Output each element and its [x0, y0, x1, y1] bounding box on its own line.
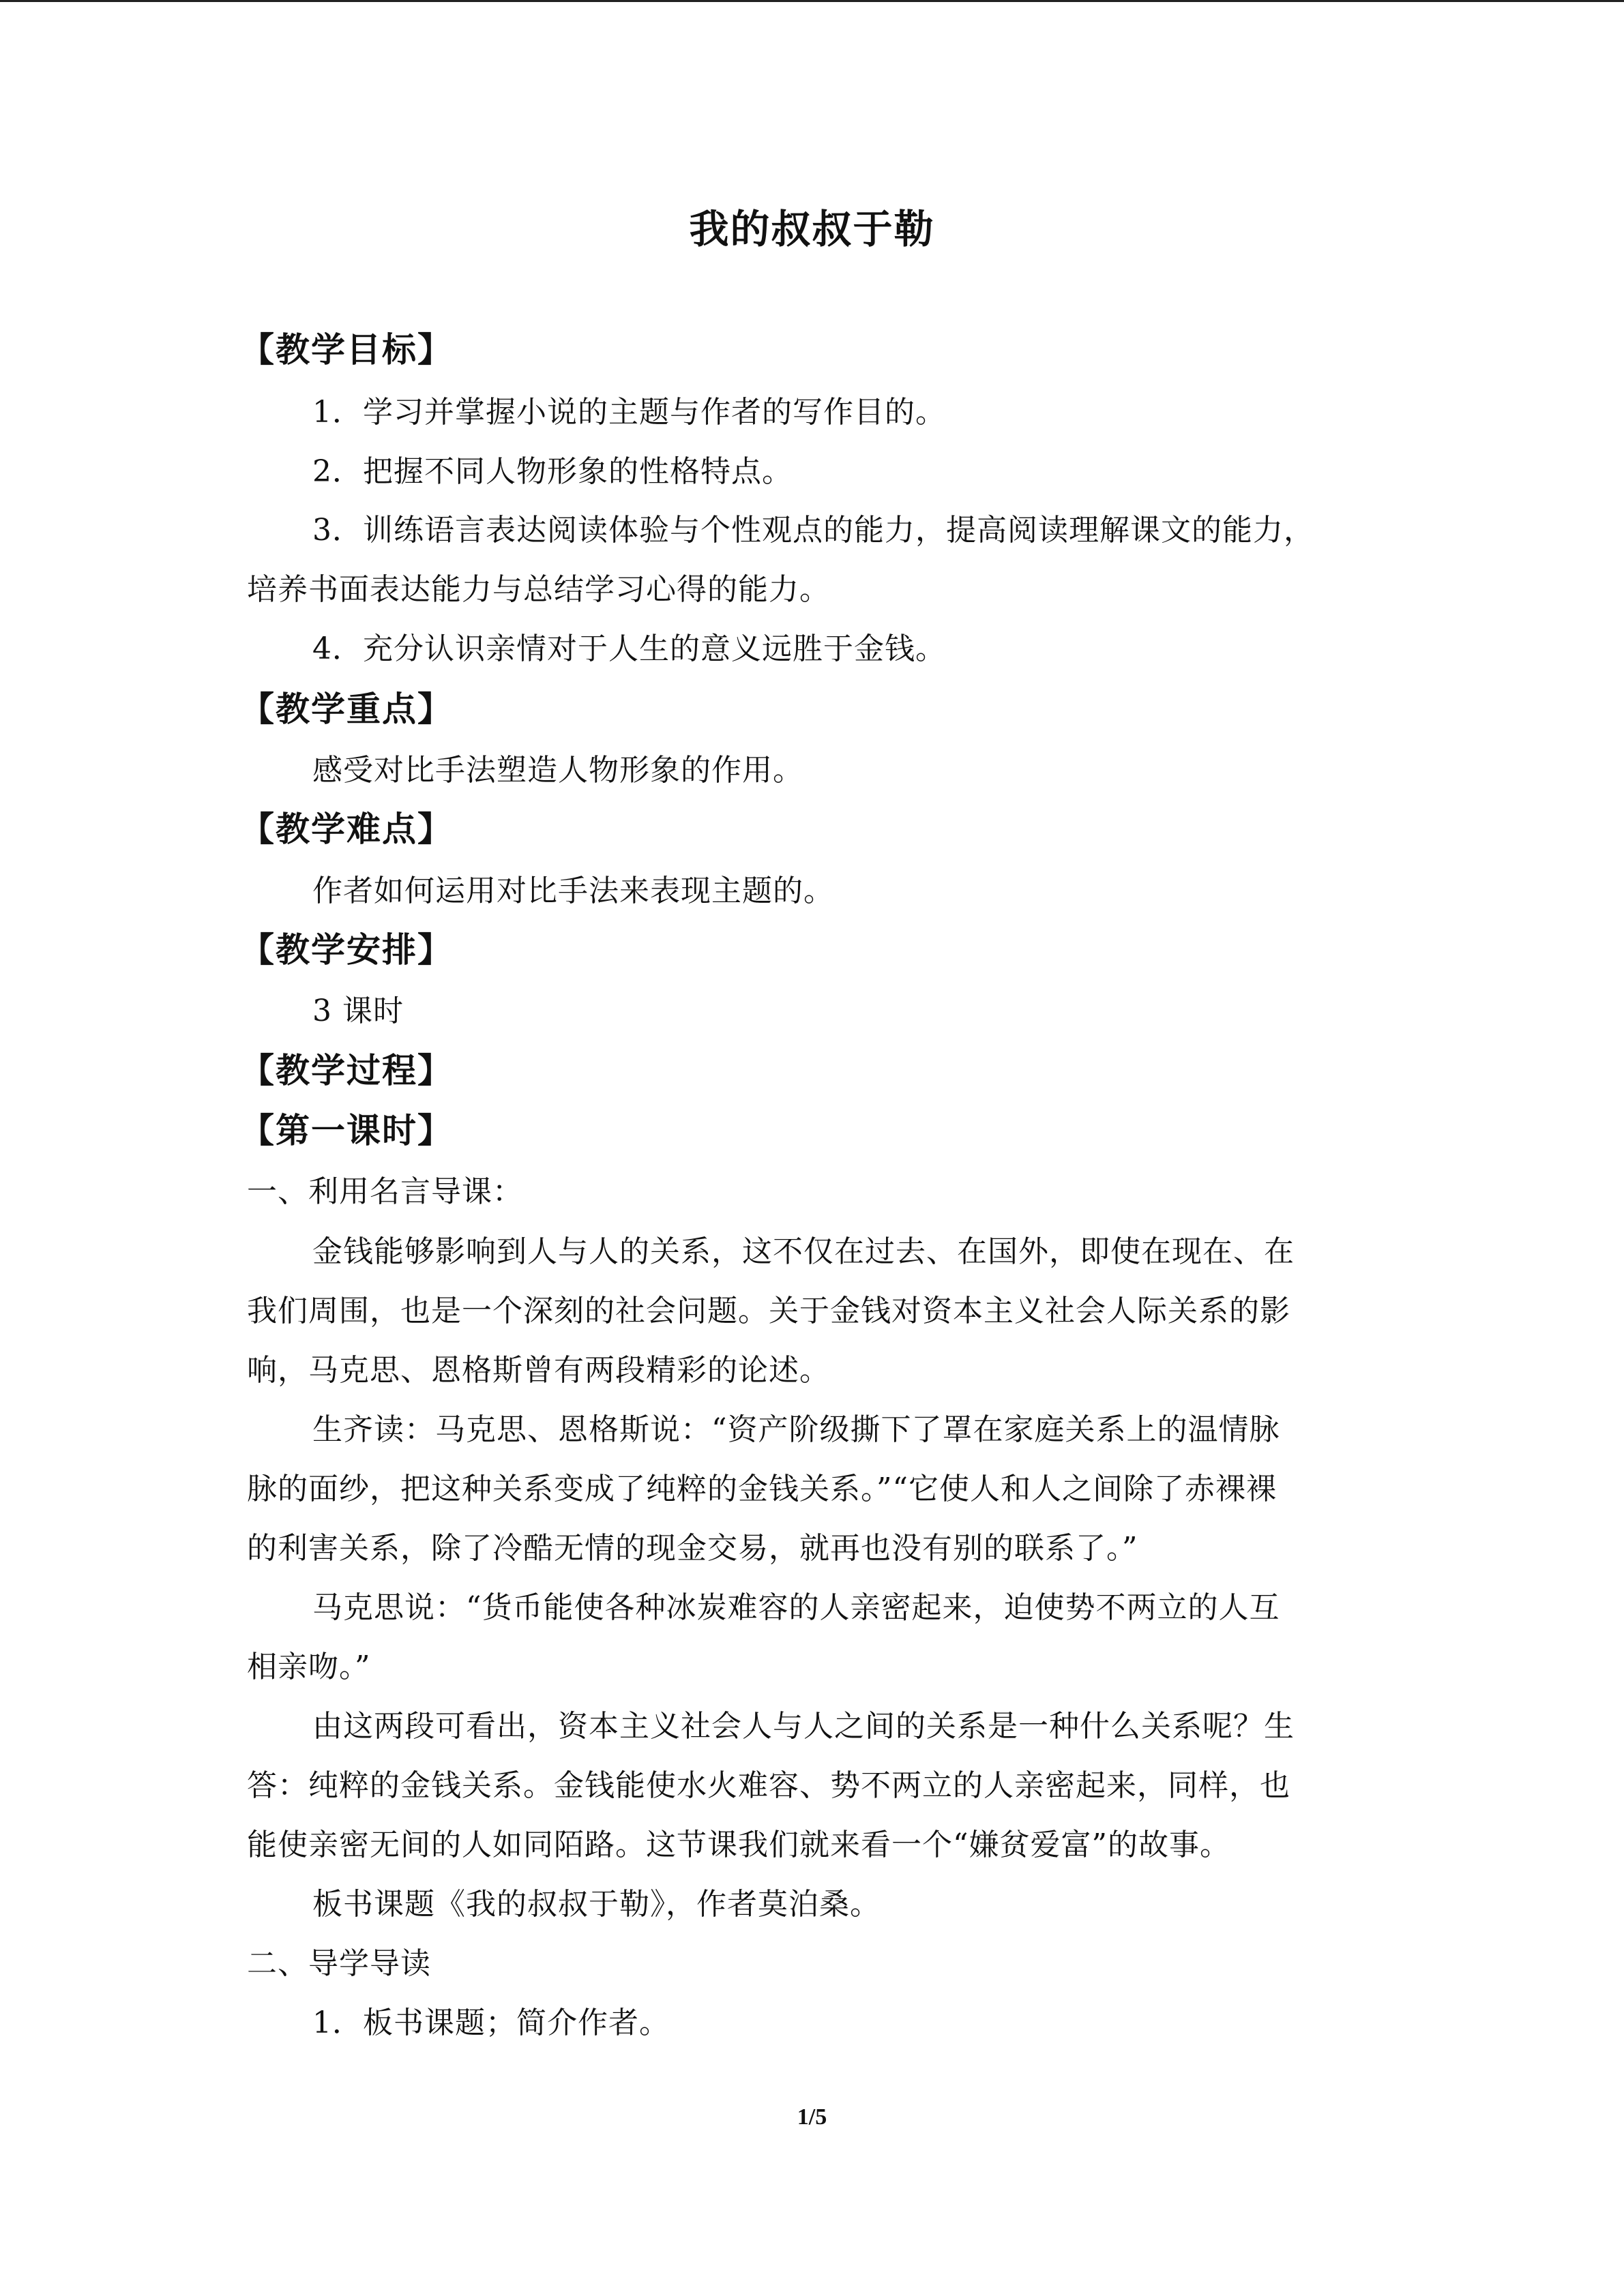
paragraph-1-line-3: 响，马克思、恩格斯曾有两段精彩的论述。	[247, 1353, 830, 1388]
paragraph-4-line-1: 由这两段可看出，资本主义社会人与人之间的关系是一种什么关系呢？生	[312, 1709, 1295, 1744]
lesson-one-heading: 【第一课时】	[240, 1111, 453, 1150]
paragraph-5: 板书课题《我的叔叔于勒》，作者莫泊桑。	[312, 1887, 881, 1922]
page-number: 1/5	[797, 2104, 827, 2130]
goal-item-1: 1．学习并掌握小说的主题与作者的写作目的。	[312, 395, 946, 430]
paragraph-2-line-2: 脉的面纱，把这种关系变成了纯粹的金钱关系。”“它使人和人之间除了赤裸裸	[247, 1472, 1277, 1506]
key-point-heading: 【教学重点】	[240, 689, 453, 729]
goal-item-3-line-1: 3．训练语言表达阅读体验与个性观点的能力，提高阅读理解课文的能力，	[312, 513, 1314, 548]
difficulty-heading: 【教学难点】	[240, 809, 453, 849]
document-title: 我的叔叔于勒	[689, 206, 935, 252]
section-2-item-1: 1．板书课题；简介作者。	[312, 2006, 670, 2040]
arrangement-heading: 【教学安排】	[240, 930, 453, 970]
goal-item-3-line-2: 培养书面表达能力与总结学习心得的能力。	[247, 572, 830, 607]
paragraph-2-line-3: 的利害关系，除了冷酷无情的现金交易，就再也没有别的联系了。”	[247, 1531, 1138, 1566]
paragraph-3-line-1: 马克思说：“货币能使各种冰炭难容的人亲密起来，迫使势不两立的人互	[312, 1590, 1280, 1625]
key-point-text: 感受对比手法塑造人物形象的作用。	[312, 753, 803, 788]
process-heading: 【教学过程】	[240, 1051, 453, 1090]
paragraph-2-line-1: 生齐读：马克思、恩格斯说：“资产阶级撕下了罩在家庭关系上的温情脉	[312, 1412, 1280, 1447]
section-2-title: 二、导学导读	[247, 1946, 431, 1981]
paragraph-1-line-1: 金钱能够影响到人与人的关系，这不仅在过去、在国外，即使在现在、在	[312, 1234, 1295, 1269]
arrangement-text: 3 课时	[312, 994, 404, 1028]
paragraph-1-line-2: 我们周围，也是一个深刻的社会问题。关于金钱对资本主义社会人际关系的影	[247, 1294, 1290, 1328]
section-1-title: 一、利用名言导课：	[247, 1174, 523, 1209]
goals-heading: 【教学目标】	[240, 330, 453, 370]
difficulty-text: 作者如何运用对比手法来表现主题的。	[312, 874, 834, 908]
goal-item-4: 4．充分认识亲情对于人生的意义远胜于金钱。	[312, 631, 946, 666]
paragraph-4-line-3: 能使亲密无间的人如同陌路。这节课我们就来看一个“嫌贫爱富”的故事。	[247, 1828, 1230, 1862]
paragraph-3-line-2: 相亲吻。”	[247, 1650, 371, 1684]
top-border-rule	[0, 0, 1624, 2]
paragraph-4-line-2: 答：纯粹的金钱关系。金钱能使水火难容、势不两立的人亲密起来，同样，也	[247, 1768, 1290, 1803]
goal-item-2: 2．把握不同人物形象的性格特点。	[312, 454, 793, 489]
